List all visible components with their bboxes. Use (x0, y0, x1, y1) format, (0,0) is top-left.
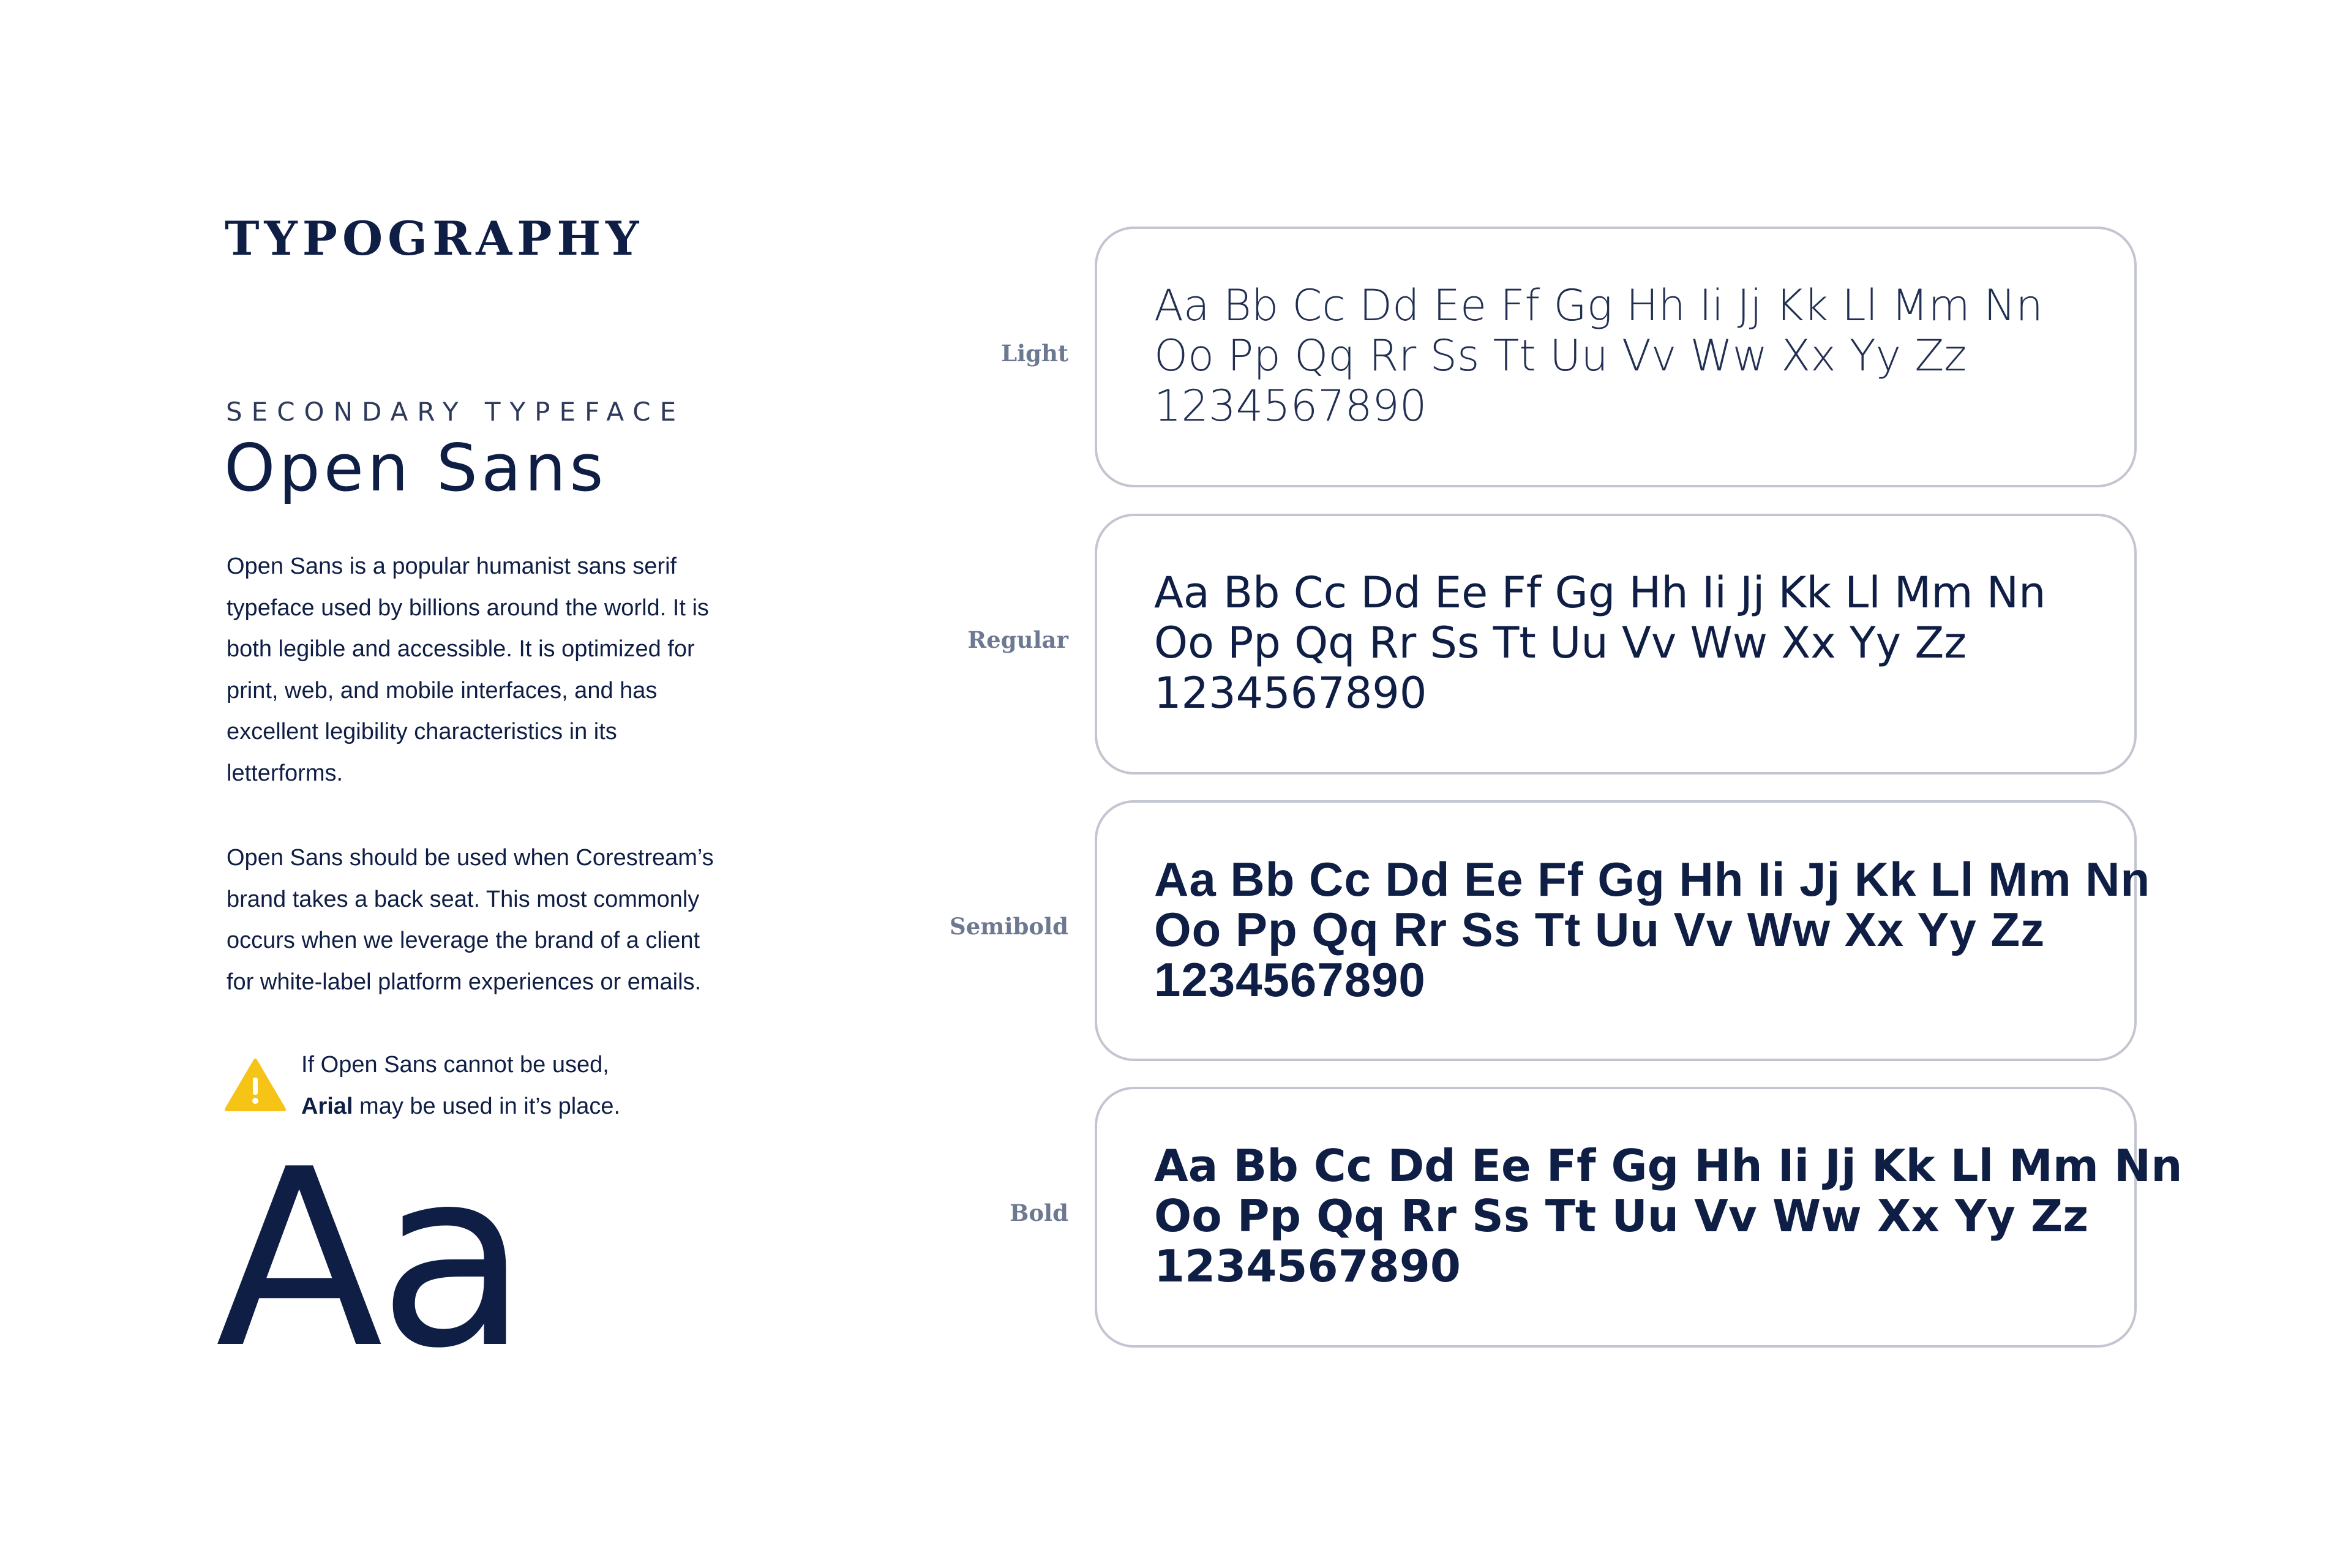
specimen-line: Oo Pp Qq Rr Ss Tt Uu Vv Ww Xx Yy Zz (1154, 331, 1967, 381)
description-line: both legible and accessible. It is optimized for (227, 636, 695, 662)
description-line: excellent legibility characteristics in its (227, 719, 617, 745)
fallback-line-1: If Open Sans cannot be used, (301, 1052, 609, 1078)
big-glyph-sample: Aa (216, 1117, 523, 1402)
weight-label-light: Light (1001, 340, 1068, 367)
specimen-line: Oo Pp Qq Rr Ss Tt Uu Vv Ww Xx Yy Zz (1154, 1190, 2089, 1242)
usage-line: brand takes a back seat. This most commonly (227, 886, 700, 912)
weight-label-semibold: Semibold (950, 913, 1068, 940)
usage-line: occurs when we leverage the brand of a client (227, 928, 700, 954)
description-line: typeface used by billions around the world. It is (227, 595, 709, 621)
fallback-font-name: Arial (301, 1093, 353, 1119)
specimen-text (1154, 568, 2045, 718)
description-line: print, web, and mobile interfaces, and has (227, 677, 658, 703)
specimen-line: Aa Bb Cc Dd Ee Ff Gg Hh Ii Jj Kk Ll Mm Nn (1154, 568, 2046, 618)
weight-label-bold: Bold (1010, 1199, 1068, 1226)
specimen-text (1154, 280, 2043, 431)
typeface-name: Open Sans (224, 430, 607, 506)
specimen-card-regular (1095, 514, 2137, 775)
typeface-eyebrow: SECONDARY TYPEFACE (226, 397, 686, 427)
specimen-card-light (1095, 227, 2137, 487)
weight-label-regular: Regular (967, 626, 1068, 653)
specimen-line: Aa Bb Cc Dd Ee Ff Gg Hh Ii Jj Kk Ll Mm Nn (1154, 1140, 2183, 1191)
specimen-line: Aa Bb Cc Dd Ee Ff Gg Hh Ii Jj Kk Ll Mm Nn (1154, 852, 2151, 906)
description-line: letterforms. (227, 760, 343, 786)
usage-paragraph (227, 838, 778, 1003)
specimen-line: 1234567890 (1154, 668, 1427, 718)
specimen-line: 1234567890 (1154, 953, 1426, 1007)
usage-line: Open Sans should be used when Corestream’s (227, 845, 714, 871)
specimen-line: Oo Pp Qq Rr Ss Tt Uu Vv Ww Xx Yy Zz (1154, 618, 1967, 668)
specimen-line: 1234567890 (1154, 1240, 1461, 1292)
warning-icon (225, 1058, 286, 1112)
specimen-line: Aa Bb Cc Dd Ee Ff Gg Hh Ii Jj Kk Ll Mm Nn (1154, 280, 2043, 331)
specimen-text (1154, 1141, 2182, 1291)
description-paragraph (227, 546, 778, 795)
usage-line: for white-label platform experiences or emails. (227, 969, 702, 995)
specimen-text (1154, 854, 2150, 1005)
fallback-line-2-rest: may be used in it’s place. (353, 1093, 621, 1119)
description-line: Open Sans is a popular humanist sans serif (227, 553, 677, 579)
specimen-line: Oo Pp Qq Rr Ss Tt Uu Vv Ww Xx Yy Zz (1154, 902, 2045, 956)
fallback-note-text (301, 1045, 620, 1127)
specimen-line: 1234567890 (1154, 381, 1427, 431)
page-title: TYPOGRAPHY (225, 211, 644, 266)
specimen-card-semibold (1095, 800, 2151, 1061)
specimen-card-bold (1095, 1087, 2183, 1348)
